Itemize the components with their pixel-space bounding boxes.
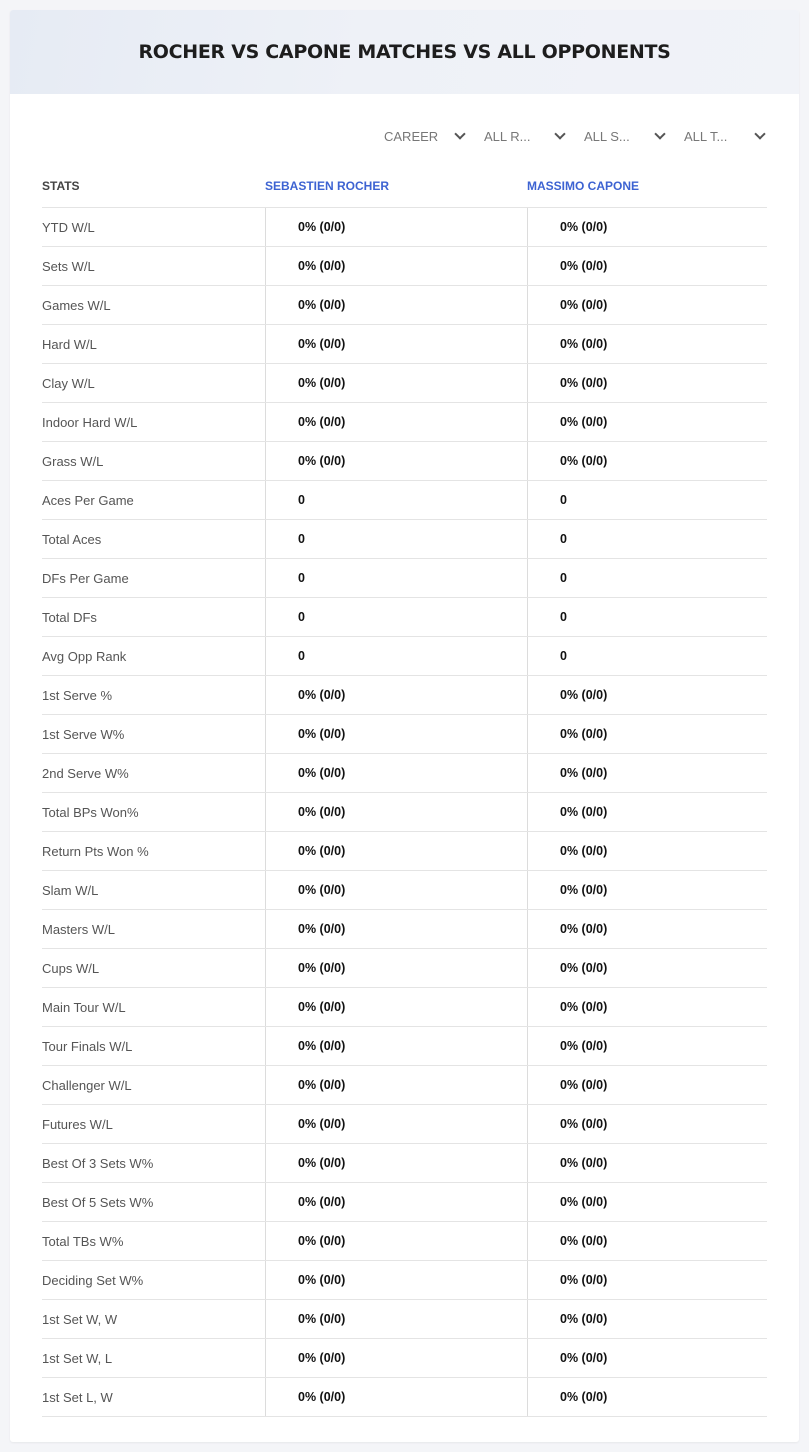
stat-label: Cups W/L	[42, 960, 100, 976]
player2-stat-value: 0% (0/0)	[527, 442, 767, 480]
player1-stat-value: 0	[265, 559, 527, 597]
stat-label: Total DFs	[42, 609, 97, 625]
player2-stat-value: 0% (0/0)	[527, 1144, 767, 1182]
table-row	[42, 910, 767, 949]
stat-label: Indoor Hard W/L	[42, 414, 138, 430]
filter-period-select[interactable]	[374, 124, 474, 148]
table-row	[42, 1300, 767, 1339]
player2-stat-value: 0% (0/0)	[527, 1027, 767, 1065]
table-row	[42, 325, 767, 364]
player1-stat-value: 0% (0/0)	[265, 1105, 527, 1143]
player1-stat-value: 0% (0/0)	[265, 247, 527, 285]
player1-stat-value: 0% (0/0)	[265, 715, 527, 753]
player2-stat-value: 0% (0/0)	[527, 1300, 767, 1338]
stat-label: Aces Per Game	[42, 492, 134, 508]
stat-label: 2nd Serve W%	[42, 765, 129, 781]
player1-stat-value: 0% (0/0)	[265, 1222, 527, 1260]
stat-label: YTD W/L	[42, 219, 95, 235]
player2-stat-value: 0% (0/0)	[527, 325, 767, 363]
filter-label: ALL R...	[484, 128, 531, 144]
stat-label: Best Of 5 Sets W%	[42, 1194, 154, 1210]
player1-stat-value: 0	[265, 520, 527, 558]
player1-stat-value: 0% (0/0)	[265, 1144, 527, 1182]
stat-label: Masters W/L	[42, 921, 115, 937]
player2-link[interactable]: MASSIMO CAPONE	[527, 179, 640, 193]
player1-stat-value: 0% (0/0)	[265, 832, 527, 870]
player1-stat-value: 0% (0/0)	[265, 403, 527, 441]
stat-label: Main Tour W/L	[42, 999, 126, 1015]
player2-stat-value: 0	[527, 559, 767, 597]
table-row	[42, 1339, 767, 1378]
filter-surface-select[interactable]	[574, 124, 674, 148]
stat-label: Hard W/L	[42, 336, 97, 352]
player1-stat-value: 0% (0/0)	[265, 286, 527, 324]
stat-label: 1st Set W, L	[42, 1350, 113, 1366]
filter-label: ALL S...	[584, 128, 630, 144]
player2-stat-value: 0% (0/0)	[527, 949, 767, 987]
player2-stat-value: 0% (0/0)	[527, 793, 767, 831]
table-row	[42, 832, 767, 871]
table-row	[42, 949, 767, 988]
stat-label: Deciding Set W%	[42, 1272, 144, 1288]
stat-label: Games W/L	[42, 297, 111, 313]
filter-tournament-select[interactable]	[674, 124, 774, 148]
player1-stat-value: 0	[265, 481, 527, 519]
table-row	[42, 1066, 767, 1105]
player2-stat-value: 0% (0/0)	[527, 1339, 767, 1377]
player2-stat-value: 0% (0/0)	[527, 1261, 767, 1299]
filter-bar	[374, 124, 774, 148]
table-row	[42, 988, 767, 1027]
player1-stat-value: 0% (0/0)	[265, 793, 527, 831]
player1-stat-value: 0% (0/0)	[265, 871, 527, 909]
table-row	[42, 286, 767, 325]
table-row	[42, 871, 767, 910]
player1-stat-value: 0% (0/0)	[265, 754, 527, 792]
stat-label: Best Of 3 Sets W%	[42, 1155, 154, 1171]
player2-stat-value: 0% (0/0)	[527, 208, 767, 246]
stats-table	[42, 165, 767, 1417]
player2-stat-value: 0% (0/0)	[527, 754, 767, 792]
player1-stat-value: 0% (0/0)	[265, 1183, 527, 1221]
player2-stat-value: 0% (0/0)	[527, 988, 767, 1026]
page-title: ROCHER VS CAPONE MATCHES VS ALL OPPONENTS	[138, 41, 671, 63]
player1-stat-value: 0% (0/0)	[265, 1300, 527, 1338]
player1-stat-value: 0% (0/0)	[265, 1027, 527, 1065]
stat-label: Return Pts Won %	[42, 843, 149, 859]
stat-label: Tour Finals W/L	[42, 1038, 133, 1054]
table-row	[42, 208, 767, 247]
player2-stat-value: 0% (0/0)	[527, 247, 767, 285]
player1-stat-value: 0% (0/0)	[265, 1339, 527, 1377]
stat-label: 1st Serve W%	[42, 726, 125, 742]
player1-stat-value: 0% (0/0)	[265, 1378, 527, 1416]
filter-label: CAREER	[384, 128, 439, 144]
player2-stat-value: 0% (0/0)	[527, 676, 767, 714]
table-row	[42, 481, 767, 520]
stat-label: Total Aces	[42, 531, 102, 547]
table-row	[42, 637, 767, 676]
player2-stat-value: 0% (0/0)	[527, 403, 767, 441]
stat-label: Grass W/L	[42, 453, 104, 469]
table-row	[42, 247, 767, 286]
table-row	[42, 1222, 767, 1261]
table-row	[42, 715, 767, 754]
filter-round-select[interactable]	[474, 124, 574, 148]
player2-stat-value: 0% (0/0)	[527, 1222, 767, 1260]
table-row	[42, 520, 767, 559]
player2-stat-value: 0	[527, 520, 767, 558]
player2-stat-value: 0	[527, 637, 767, 675]
stat-label: 1st Set W, W	[42, 1311, 118, 1327]
player1-stat-value: 0% (0/0)	[265, 364, 527, 402]
player2-stat-value: 0% (0/0)	[527, 832, 767, 870]
chevron-down-icon	[454, 128, 465, 139]
table-row	[42, 403, 767, 442]
player1-stat-value: 0% (0/0)	[265, 988, 527, 1026]
stat-label: Total BPs Won%	[42, 804, 139, 820]
table-row	[42, 1378, 767, 1417]
player2-stat-value: 0% (0/0)	[527, 1183, 767, 1221]
table-row	[42, 559, 767, 598]
card-header	[10, 10, 799, 94]
chevron-down-icon	[754, 128, 765, 139]
table-row	[42, 754, 767, 793]
filter-label: ALL T...	[684, 128, 728, 144]
stat-label: Challenger W/L	[42, 1077, 132, 1093]
player2-stat-value: 0	[527, 481, 767, 519]
stat-label: DFs Per Game	[42, 570, 129, 586]
player1-link[interactable]: SEBASTIEN ROCHER	[265, 179, 390, 193]
player1-stat-value: 0% (0/0)	[265, 1261, 527, 1299]
player2-stat-value: 0% (0/0)	[527, 364, 767, 402]
player2-stat-value: 0% (0/0)	[527, 910, 767, 948]
player1-stat-value: 0% (0/0)	[265, 208, 527, 246]
stat-label: Clay W/L	[42, 375, 95, 391]
player1-stat-value: 0	[265, 598, 527, 636]
table-row	[42, 598, 767, 637]
stats-card	[10, 10, 799, 1442]
table-row	[42, 1261, 767, 1300]
chevron-down-icon	[654, 128, 665, 139]
stat-label: 1st Set L, W	[42, 1389, 113, 1405]
table-row	[42, 364, 767, 403]
table-row	[42, 793, 767, 832]
table-row	[42, 1105, 767, 1144]
table-row	[42, 1144, 767, 1183]
stat-label: Sets W/L	[42, 258, 95, 274]
table-body	[42, 208, 767, 1417]
player2-stat-value: 0% (0/0)	[527, 715, 767, 753]
player2-stat-value: 0% (0/0)	[527, 871, 767, 909]
table-header	[42, 165, 767, 208]
player1-stat-value: 0% (0/0)	[265, 325, 527, 363]
stats-column-header: STATS	[42, 179, 80, 193]
player1-stat-value: 0% (0/0)	[265, 910, 527, 948]
table-row	[42, 1027, 767, 1066]
stat-label: 1st Serve %	[42, 687, 113, 703]
player2-stat-value: 0% (0/0)	[527, 286, 767, 324]
player2-stat-value: 0% (0/0)	[527, 1105, 767, 1143]
stat-label: Slam W/L	[42, 882, 99, 898]
player1-stat-value: 0% (0/0)	[265, 1066, 527, 1104]
table-row	[42, 1183, 767, 1222]
player1-stat-value: 0	[265, 637, 527, 675]
stat-label: Total TBs W%	[42, 1233, 124, 1249]
stat-label: Avg Opp Rank	[42, 648, 127, 664]
table-row	[42, 676, 767, 715]
player1-stat-value: 0% (0/0)	[265, 949, 527, 987]
player1-stat-value: 0% (0/0)	[265, 442, 527, 480]
stat-label: Futures W/L	[42, 1116, 113, 1132]
table-row	[42, 442, 767, 481]
chevron-down-icon	[554, 128, 565, 139]
player2-stat-value: 0% (0/0)	[527, 1378, 767, 1416]
player2-stat-value: 0% (0/0)	[527, 1066, 767, 1104]
player1-stat-value: 0% (0/0)	[265, 676, 527, 714]
player2-stat-value: 0	[527, 598, 767, 636]
